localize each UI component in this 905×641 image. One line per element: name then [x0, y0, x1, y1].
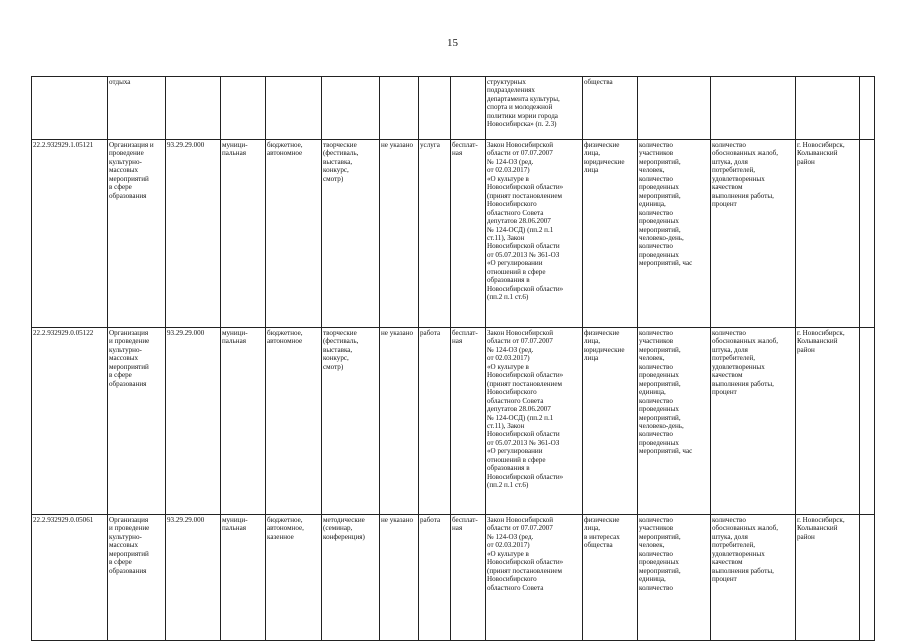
cell-text-line: от 05.07.2013 № 361-ОЗ	[487, 250, 560, 259]
table-row	[32, 140, 875, 328]
cell-text-line: ная	[452, 524, 463, 533]
cell-text-line: пальная	[222, 149, 246, 158]
cell-text-line: район	[797, 345, 815, 354]
cell-quality-indicators	[711, 77, 796, 140]
cell-text-line: в сфере	[109, 183, 132, 192]
cell-institution-type	[266, 77, 322, 140]
table-row	[32, 328, 875, 515]
cell-text-line: район	[797, 157, 815, 166]
cell-text-line: участников	[639, 149, 674, 158]
cell-text-line: участников	[639, 524, 674, 533]
cell-text-line: областного Совета	[487, 396, 544, 405]
cell-text-line: Организация	[109, 516, 149, 524]
cell-text-line: Организация и	[109, 141, 154, 149]
cell-text-line: образования в	[487, 464, 530, 473]
cell-kind	[419, 140, 451, 328]
cell-text-line: творческие	[323, 329, 357, 337]
table-row-fragment	[32, 77, 875, 140]
cell-code	[32, 328, 108, 515]
cell-text-line: выполнения работы,	[712, 566, 774, 575]
cell-okpd	[166, 328, 221, 515]
cell-text-line: культурно-	[109, 532, 142, 541]
cell-extra	[860, 328, 875, 515]
cell-text-line: (пп.2 п.1 ст.6)	[487, 293, 529, 302]
registry-table	[31, 76, 875, 641]
cell-text-line: муници-	[222, 329, 248, 337]
cell-text-line: бюджетное,	[267, 329, 303, 337]
cell-text-line: человек,	[639, 166, 665, 175]
cell-text-line: области от 07.07.2007	[487, 524, 553, 533]
cell-consumers: общества	[583, 77, 638, 140]
cell-legal-basis	[486, 140, 583, 328]
cell-conditions	[380, 140, 419, 328]
cell-text-line: Новосибирского	[487, 200, 537, 209]
cell-text-line: штука, доля	[712, 345, 748, 354]
cell-text-line: «О культуре в	[487, 549, 529, 558]
cell-okpd	[166, 515, 221, 641]
cell-text-line: смотр)	[323, 174, 344, 183]
cell-text-line: ст.11), Закон	[487, 233, 525, 242]
cell-text-line: выставка,	[323, 157, 353, 166]
cell-volume-indicators	[638, 515, 711, 641]
cell-text-line: потребителей,	[712, 354, 756, 363]
cell-location	[796, 140, 860, 328]
cell-text-line: физические	[584, 516, 620, 524]
cell-text-line: массовых	[109, 541, 139, 550]
cell-text-line: мероприятий	[109, 549, 149, 558]
cell-text-line: единица,	[639, 575, 666, 584]
cell-text-line: процент	[712, 388, 737, 397]
cell-content	[322, 77, 380, 140]
cell-text-line: удовлетворенных	[712, 549, 765, 558]
cell-text-line: количество	[712, 516, 746, 524]
cell-text-line: потребителей,	[712, 166, 756, 175]
cell-legal-basis	[486, 328, 583, 515]
cell-okpd	[166, 140, 221, 328]
cell-conditions	[380, 328, 419, 515]
cell-text-line: удовлетворенных	[712, 362, 765, 371]
cell-quality-indicators	[711, 328, 796, 515]
cell-text-line: выставка,	[323, 345, 353, 354]
cell-text-line: в сфере	[109, 558, 132, 567]
cell-text-line: количество	[639, 141, 673, 149]
cell-text-line: от 05.07.2013 № 361-ОЗ	[487, 438, 560, 447]
cell-text-line: 22.2.932929.0.05122	[33, 329, 94, 337]
cell-text-line: услуга	[420, 141, 440, 149]
cell-text-line: выполнения работы,	[712, 191, 774, 200]
cell-text-line: ная	[452, 149, 463, 158]
cell-text-line: в сфере	[109, 371, 132, 380]
cell-name: отдыха	[108, 77, 166, 140]
cell-text-line: бесплат-	[452, 329, 478, 337]
cell-text-line: от 02.03.2017)	[487, 541, 530, 550]
cell-text-line: образования	[109, 191, 147, 200]
cell-text-line: № 124-ОЗ (ред.	[487, 345, 534, 354]
cell-text-line: бюджетное,	[267, 516, 303, 524]
cell-text-line: проведенных	[639, 438, 679, 447]
cell-text-line: проведенных	[639, 217, 679, 226]
cell-text-line: образования	[109, 566, 147, 575]
table-row	[32, 515, 875, 641]
cell-text-line: качеством	[712, 558, 743, 567]
cell-text-line: 22.2.932929.1.05121	[33, 141, 94, 149]
cell-legal-basis	[486, 515, 583, 641]
cell-text-line: человек,	[639, 541, 665, 550]
cell-volume-indicators	[638, 140, 711, 328]
cell-consumers	[583, 140, 638, 328]
cell-text-line: единица,	[639, 388, 666, 397]
cell-location	[796, 515, 860, 641]
cell-text-line: мероприятий,	[639, 157, 681, 166]
cell-payment	[451, 328, 486, 515]
cell-text-line: казенное	[267, 532, 294, 541]
cell-code	[32, 140, 108, 328]
cell-content	[322, 328, 380, 515]
cell-text-line: мероприятий,	[639, 191, 681, 200]
cell-text-line: штука, доля	[712, 157, 748, 166]
cell-text-line: качеством	[712, 183, 743, 192]
cell-text-line: не указано	[381, 516, 414, 524]
cell-text-line: № 124-ОЗ (ред.	[487, 157, 534, 166]
cell-text-line: мероприятий, час	[639, 447, 693, 456]
cell-text-line: в интересах	[584, 532, 620, 541]
cell-text-line: количество	[639, 329, 673, 337]
cell-text-line: район	[797, 532, 815, 541]
cell-text-line: муници-	[222, 516, 248, 524]
cell-payment	[451, 140, 486, 328]
cell-text-line: «О культуре в	[487, 174, 529, 183]
cell-text-line: автономное	[267, 149, 303, 158]
cell-text-line: человеко-день,	[639, 421, 684, 430]
cell-text-line: отношений в сфере	[487, 455, 546, 464]
cell-level	[221, 515, 266, 641]
cell-text-line: Закон Новосибирской	[487, 329, 554, 337]
cell-text-line: культурно-	[109, 345, 142, 354]
cell-text-line: количество	[639, 396, 673, 405]
cell-text-line: количество	[639, 208, 673, 217]
cell-text-line: количество	[639, 516, 673, 524]
cell-text-line: отношений в сфере	[487, 267, 546, 276]
cell-text-line: работа	[420, 329, 441, 337]
cell-text-line: Новосибирской области»	[487, 472, 564, 481]
cell-text-line: г. Новосибирск,	[797, 329, 845, 337]
cell-text-line: единица,	[639, 200, 666, 209]
cell-text-line: Новосибирской области»	[487, 284, 564, 293]
cell-text-line: 22.2.932929.0.05061	[33, 516, 94, 524]
cell-text-line: не указано	[381, 141, 414, 149]
cell-text-line: депутатов 28.06.2007	[487, 405, 551, 414]
cell-institution-type	[266, 140, 322, 328]
cell-text-line: (семинар,	[323, 524, 353, 533]
cell-text-line: количество	[639, 242, 673, 251]
cell-text-line: лица,	[584, 524, 601, 533]
cell-text-line: Колыванский	[797, 337, 838, 346]
cell-text-line: не указано	[381, 329, 414, 337]
cell-text-line: (пп.2 п.1 ст.6)	[487, 481, 529, 490]
cell-institution-type	[266, 515, 322, 641]
cell-kind	[419, 328, 451, 515]
cell-okpd	[166, 77, 221, 140]
cell-quality-indicators	[711, 515, 796, 641]
cell-text-line: методические	[323, 516, 365, 524]
cell-text-line: ная	[452, 337, 463, 346]
cell-text-line: массовых	[109, 166, 139, 175]
cell-text-line: и проведение	[109, 337, 150, 346]
cell-kind	[419, 515, 451, 641]
cell-text-line: Колыванский	[797, 524, 838, 533]
cell-text-line: автономное	[267, 337, 303, 346]
cell-text-line: Колыванский	[797, 149, 838, 158]
cell-text-line: 93.29.29.000	[167, 329, 205, 337]
cell-extra	[860, 77, 875, 140]
cell-volume-indicators	[638, 328, 711, 515]
cell-text-line: лица,	[584, 337, 601, 346]
cell-consumers	[583, 515, 638, 641]
cell-text-line: мероприятий,	[639, 225, 681, 234]
cell-text-line: обоснованных жалоб,	[712, 149, 779, 158]
cell-text-line: № 124-ОСД) (пп.2 п.1	[487, 225, 554, 234]
cell-text-line: мероприятий,	[639, 345, 681, 354]
cell-text-line: работа	[420, 516, 441, 524]
cell-text-line: потребителей,	[712, 541, 756, 550]
cell-text-line: депутатов 28.06.2007	[487, 217, 551, 226]
cell-text-line: областного Совета	[487, 583, 544, 592]
cell-text-line: процент	[712, 575, 737, 584]
cell-text-line: лица	[584, 166, 599, 175]
cell-text-line: количество	[712, 329, 746, 337]
cell-text-line: Закон Новосибирской	[487, 141, 554, 149]
cell-institution-type	[266, 328, 322, 515]
cell-text-line: конкурс,	[323, 354, 349, 363]
cell-text-line: количество	[712, 141, 746, 149]
cell-text-line: (фестиваль,	[323, 337, 359, 346]
cell-text-line: Новосибирского	[487, 388, 537, 397]
cell-text-line: «О регулировании	[487, 447, 543, 456]
cell-text-line: образования в	[487, 276, 530, 285]
cell-text-line: (фестиваль,	[323, 149, 359, 158]
page-number: 15	[447, 37, 458, 49]
cell-text-line: 93.29.29.000	[167, 141, 205, 149]
cell-text-line: мероприятий,	[639, 379, 681, 388]
cell-text-line: бесплат-	[452, 141, 478, 149]
cell-conditions	[380, 77, 419, 140]
cell-text-line: лица,	[584, 149, 601, 158]
cell-text-line: бюджетное,	[267, 141, 303, 149]
cell-text-line: массовых	[109, 354, 139, 363]
cell-name	[108, 140, 166, 328]
cell-text-line: пальная	[222, 337, 246, 346]
cell-text-line: количество	[639, 583, 673, 592]
cell-payment	[451, 515, 486, 641]
cell-extra	[860, 140, 875, 328]
cell-level	[221, 77, 266, 140]
cell-level	[221, 328, 266, 515]
cell-text-line: проведенных	[639, 371, 679, 380]
cell-text-line: обоснованных жалоб,	[712, 524, 779, 533]
cell-text-line: образования	[109, 379, 147, 388]
cell-text-line: Новосибирской области	[487, 430, 560, 439]
cell-text-line: (принят постановлением	[487, 566, 562, 575]
cell-text-line: конкурс,	[323, 166, 349, 175]
cell-text-line: мероприятий	[109, 174, 149, 183]
cell-text-line: бесплат-	[452, 516, 478, 524]
cell-volume-indicators	[638, 77, 711, 140]
cell-text-line: областного Совета	[487, 208, 544, 217]
cell-text-line: смотр)	[323, 362, 344, 371]
cell-text-line: области от 07.07.2007	[487, 337, 553, 346]
cell-name	[108, 328, 166, 515]
cell-text-line: проведенных	[639, 183, 679, 192]
cell-text-line: мероприятий,	[639, 532, 681, 541]
cell-text-line: физические	[584, 329, 620, 337]
cell-location	[796, 77, 860, 140]
cell-text-line: мероприятий, час	[639, 259, 693, 268]
cell-consumers	[583, 328, 638, 515]
cell-text-line: Новосибирской области»	[487, 558, 564, 567]
cell-text-line: «О регулировании	[487, 259, 543, 268]
cell-legal-basis: структурных подразделениях департамента культуры, спорта и молодежной политики мэрии города Новосибирска» (п. 2.3)	[486, 77, 583, 140]
cell-text-line: пальная	[222, 524, 246, 533]
cell-text-line: и проведение	[109, 524, 150, 533]
cell-name	[108, 515, 166, 641]
cell-text-line: Закон Новосибирской	[487, 516, 554, 524]
cell-text-line: муници-	[222, 141, 248, 149]
cell-text-line: проведенных	[639, 405, 679, 414]
cell-text-line: юридические	[584, 157, 625, 166]
cell-level	[221, 140, 266, 328]
cell-text-line: юридические	[584, 345, 625, 354]
cell-text-line: культурно-	[109, 157, 142, 166]
cell-text-line: проведенных	[639, 250, 679, 259]
cell-text-line: выполнения работы,	[712, 379, 774, 388]
cell-text-line: количество	[639, 430, 673, 439]
cell-text-line: Новосибирской области»	[487, 183, 564, 192]
cell-text-line: процент	[712, 200, 737, 209]
cell-content	[322, 140, 380, 328]
cell-text-line: области от 07.07.2007	[487, 149, 553, 158]
registry-body	[32, 77, 875, 641]
cell-text-line: участников	[639, 337, 674, 346]
cell-text-line: лица	[584, 354, 599, 363]
cell-text-line: ст.11), Закон	[487, 421, 525, 430]
cell-text-line: Новосибирского	[487, 575, 537, 584]
cell-text-line: творческие	[323, 141, 357, 149]
cell-text-line: 93.29.29.000	[167, 516, 205, 524]
cell-text-line: № 124-ОЗ (ред.	[487, 532, 534, 541]
cell-text-line: количество	[639, 362, 673, 371]
cell-text-line: проведение	[109, 149, 144, 158]
cell-quality-indicators	[711, 140, 796, 328]
cell-text-line: человек,	[639, 354, 665, 363]
cell-text-line: от 02.03.2017)	[487, 354, 530, 363]
cell-text-line: «О культуре в	[487, 362, 529, 371]
cell-text-line: мероприятий,	[639, 566, 681, 575]
cell-text-line: (принят постановлением	[487, 379, 562, 388]
cell-text-line: мероприятий,	[639, 413, 681, 422]
cell-conditions	[380, 515, 419, 641]
cell-text-line: количество	[639, 174, 673, 183]
cell-extra	[860, 515, 875, 641]
cell-text-line: г. Новосибирск,	[797, 141, 845, 149]
cell-text-line: (принят постановлением	[487, 191, 562, 200]
cell-payment	[451, 77, 486, 140]
cell-text-line: качеством	[712, 371, 743, 380]
cell-text-line: обоснованных жалоб,	[712, 337, 779, 346]
cell-text-line: от 02.03.2017)	[487, 166, 530, 175]
cell-text-line: Новосибирской области»	[487, 371, 564, 380]
cell-text-line: конференция)	[323, 532, 365, 541]
cell-text-line: Новосибирской области	[487, 242, 560, 251]
cell-text-line: г. Новосибирск,	[797, 516, 845, 524]
cell-text-line: человеко-день,	[639, 233, 684, 242]
cell-code	[32, 77, 108, 140]
cell-location	[796, 328, 860, 515]
cell-kind	[419, 77, 451, 140]
cell-text-line: автономное,	[267, 524, 304, 533]
cell-text-line: проведенных	[639, 558, 679, 567]
cell-text-line: физические	[584, 141, 620, 149]
cell-text-line: № 124-ОСД) (пп.2 п.1	[487, 413, 554, 422]
cell-text-line: мероприятий	[109, 362, 149, 371]
cell-content	[322, 515, 380, 641]
cell-text-line: количество	[639, 549, 673, 558]
cell-text-line: удовлетворенных	[712, 174, 765, 183]
cell-code	[32, 515, 108, 641]
cell-text-line: штука, доля	[712, 532, 748, 541]
cell-text-line: общества	[584, 541, 613, 550]
cell-text-line: Организация	[109, 329, 149, 337]
